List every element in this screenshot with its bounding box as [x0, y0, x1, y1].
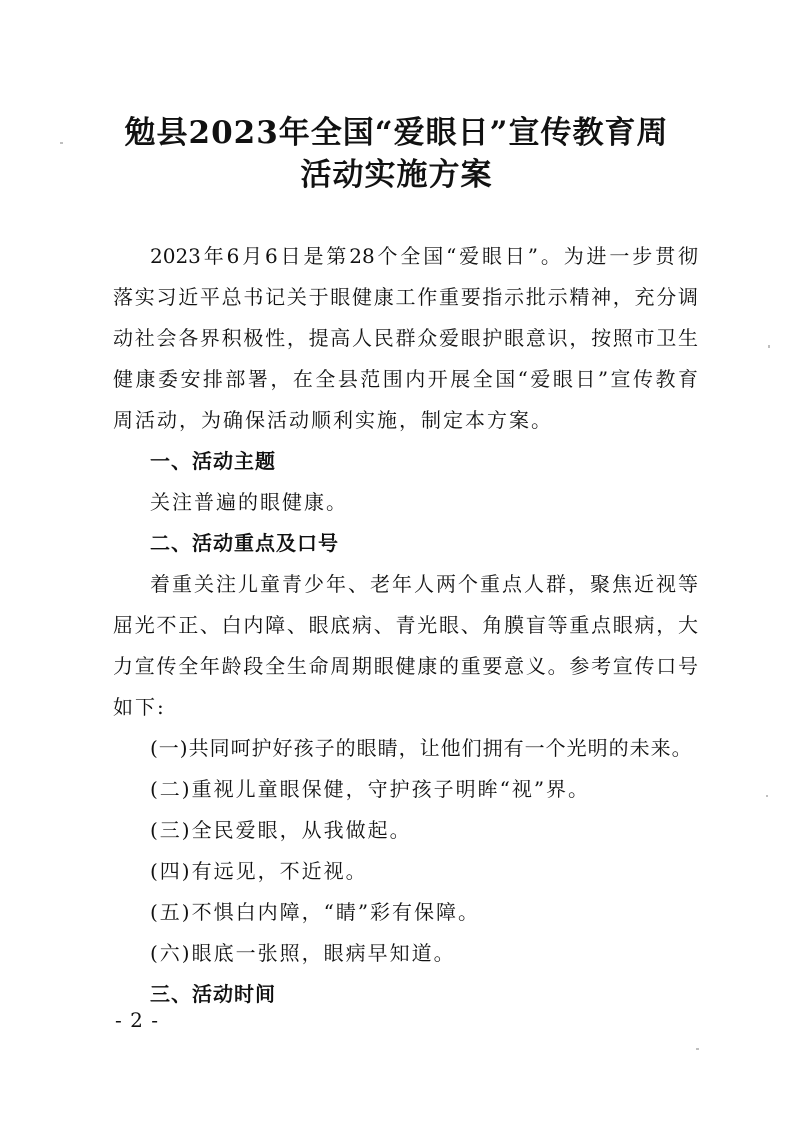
- section-1-text: 关注普遍的眼健康。: [150, 490, 348, 514]
- document-title-line-2: 活动实施方案: [300, 157, 493, 193]
- slogan-item: (三)全民爱眼，从我做起。: [150, 818, 412, 842]
- section-2-heading: 二、活动重点及口号: [150, 531, 339, 555]
- document-title-line-1: 勉县2023年全国“爱眼日”宣传教育周: [124, 115, 669, 151]
- slogan-item: (五)不惧白内障，“睛”彩有保障。: [150, 900, 481, 924]
- section-1-heading: 一、活动主题: [150, 449, 276, 473]
- slogan-item: (一)共同呵护好孩子的眼睛，让他们拥有一个光明的未来。: [150, 736, 693, 760]
- intro-line-4: 健康委安排部署，在全县范围内开展全国“爱眼日”宣传教育: [113, 367, 698, 391]
- intro-line-1: 2023年6月6日是第28个全国“爱眼日”。为进一步贯彻: [150, 244, 698, 268]
- intro-line-2: 落实习近平总书记关于眼健康工作重要指示批示精神，充分调: [113, 285, 698, 309]
- page-number: - 2 -: [115, 1008, 159, 1032]
- section-2-line-2: 屈光不正、白内障、眼底病、青光眼、角膜盲等重点眼病，大: [113, 613, 698, 637]
- section-3-heading: 三、活动时间: [150, 982, 276, 1006]
- section-2-line-4: 如下:: [113, 695, 166, 719]
- scan-speck: [766, 795, 768, 797]
- intro-line-3: 动社会各界积极性，提高人民群众爱眼护眼意识，按照市卫生: [113, 326, 698, 350]
- section-2-line-1: 着重关注儿童青少年、老年人两个重点人群，聚焦近视等: [150, 572, 698, 596]
- scan-speck: [696, 1048, 699, 1050]
- slogan-item: (二)重视儿童眼保健，守护孩子明眸“视”界。: [150, 777, 591, 801]
- intro-line-5: 周活动，为确保活动顺利实施，制定本方案。: [113, 408, 553, 432]
- slogan-item: (四)有远见，不近视。: [150, 859, 368, 883]
- scan-speck: [768, 345, 770, 348]
- slogan-item: (六)眼底一张照，眼病早知道。: [150, 941, 456, 965]
- scan-speck: [60, 142, 63, 144]
- section-2-line-3: 力宣传全年龄段全生命周期眼健康的重要意义。参考宣传口号: [113, 654, 698, 678]
